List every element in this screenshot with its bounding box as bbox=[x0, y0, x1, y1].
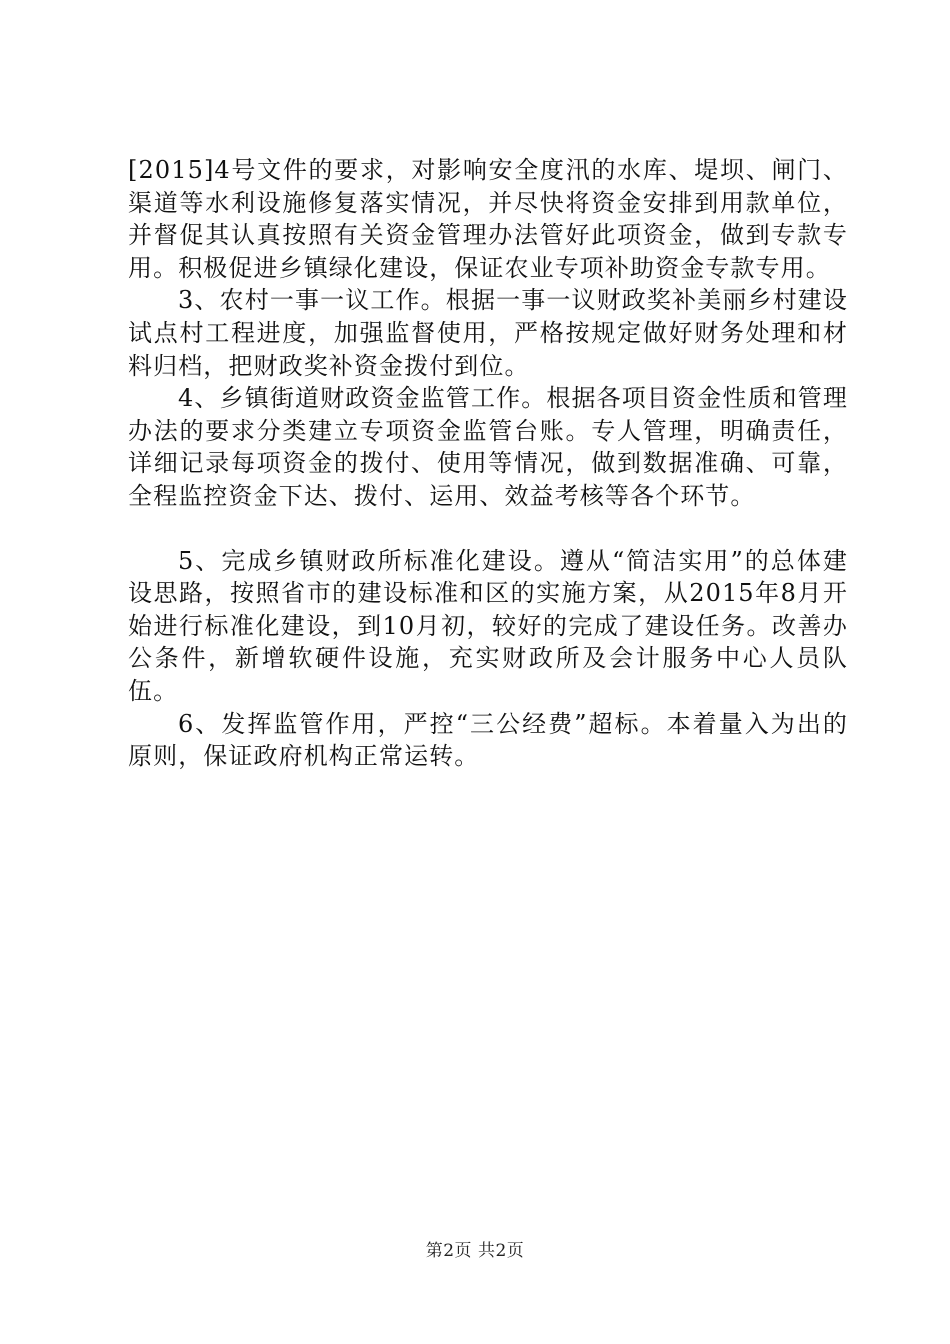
paragraph-continuation: [2015]4号文件的要求，对影响安全度汛的水库、堤坝、闸门、渠道等水利设施修复落实情况，并尽快将资金安排到用款单位，并督促其认真按照有关资金管理办法管好此项资金，做到专款专用。积极促进乡镇绿化建设，保证农业专项补助资金专款专用。 bbox=[128, 156, 848, 282]
paragraph-item-3: 3、农村一事一议工作。根据一事一议财政奖补美丽乡村建设试点村工程进度，加强监督使用，严格按规定做好财务处理和材料归档，把财政奖补资金拨付到位。 bbox=[128, 286, 848, 380]
paragraph-item-5: 5、完成乡镇财政所标准化建设。遵从“简洁实用”的总体建设思路，按照省市的建设标准和区的实施方案，从2015年8月开始进行标准化建设，到10月初，较好的完成了建设任务。改善办公条件，新增软硬件设施，充实财政所及会计服务中心人员队伍。 bbox=[128, 546, 848, 705]
page-number-footer: 第2页 共2页 bbox=[425, 1241, 525, 1261]
document-body bbox=[128, 154, 848, 773]
paragraph-item-6: 6、发挥监管作用，严控“三公经费”超标。本着量入为出的原则，保证政府机构正常运转。 bbox=[128, 709, 848, 771]
paragraph-item-4: 4、乡镇街道财政资金监管工作。根据各项目资金性质和管理办法的要求分类建立专项资金监管台账。专人管理，明确责任，详细记录每项资金的拨付、使用等情况，做到数据准确、可靠，全程监控资金下达、拨付、运用、效益考核等各个环节。 bbox=[128, 384, 848, 510]
